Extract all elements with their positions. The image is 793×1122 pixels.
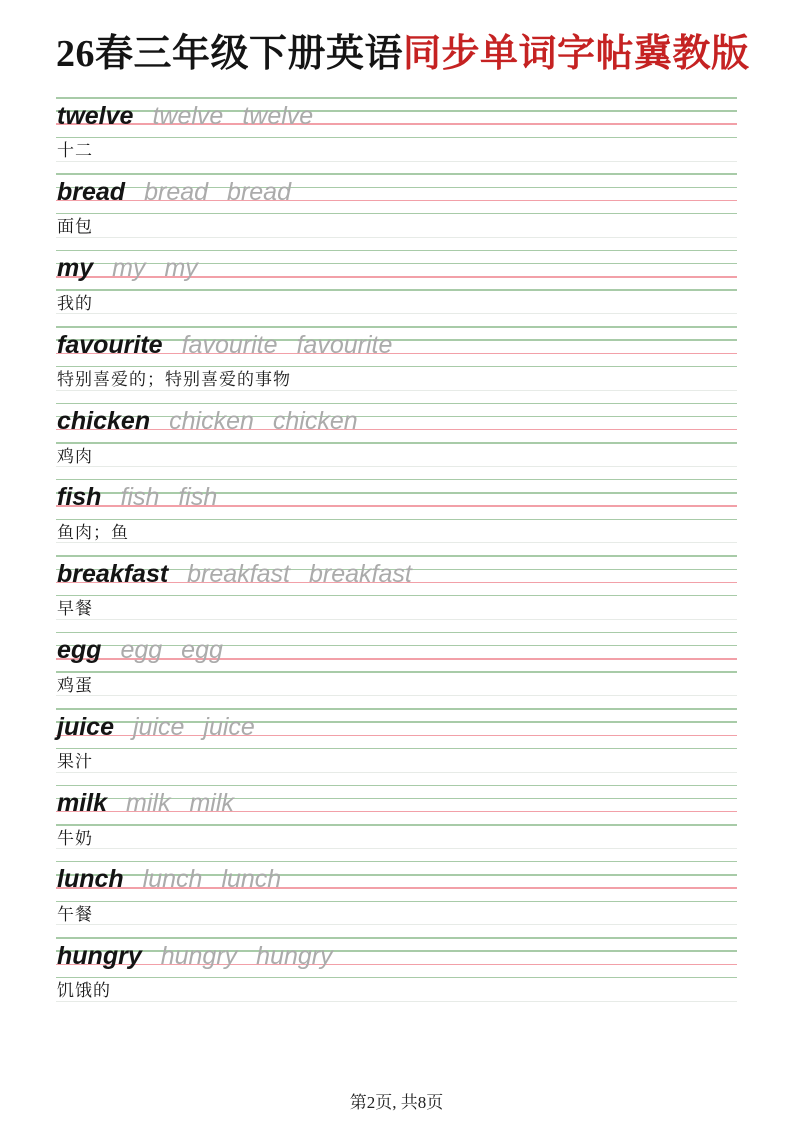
guide-line-top xyxy=(56,250,737,252)
trace-word: chicken xyxy=(169,407,254,436)
word-row xyxy=(57,942,737,970)
trace-word: bread xyxy=(144,177,209,206)
row-divider xyxy=(56,695,737,696)
guide-line-bottom xyxy=(56,977,737,979)
practice-word: my xyxy=(57,254,94,283)
guide-line-top xyxy=(56,97,737,99)
practice-word: favourite xyxy=(57,330,163,359)
trace-word: hungry xyxy=(160,941,238,970)
word-row xyxy=(57,865,737,893)
meaning-text: 早餐 xyxy=(57,599,93,619)
word-entry xyxy=(56,326,737,402)
trace-word: egg xyxy=(120,636,163,665)
row-divider xyxy=(56,924,737,925)
trace-word: chicken xyxy=(272,407,358,436)
trace-word: lunch xyxy=(142,865,203,894)
guide-line-bottom xyxy=(56,366,737,368)
row-divider xyxy=(56,619,737,620)
word-row xyxy=(57,178,737,206)
word-row xyxy=(57,560,737,588)
practice-word: chicken xyxy=(57,407,151,436)
word-row xyxy=(57,789,737,817)
row-divider xyxy=(56,237,737,238)
word-row xyxy=(57,102,737,130)
meaning-text: 牛奶 xyxy=(57,828,93,848)
guide-line-bottom xyxy=(56,519,737,521)
practice-word: milk xyxy=(57,789,108,818)
practice-word: lunch xyxy=(57,865,124,894)
guide-line-bottom xyxy=(56,442,737,444)
guide-line-bottom xyxy=(56,824,737,826)
practice-word: hungry xyxy=(57,941,142,970)
word-list xyxy=(56,97,737,1014)
practice-word: twelve xyxy=(57,101,134,130)
guide-line-bottom xyxy=(56,901,737,903)
guide-line-top xyxy=(56,479,737,481)
word-row xyxy=(57,636,737,664)
word-entry xyxy=(56,250,737,326)
practice-word: egg xyxy=(57,636,102,665)
trace-word: lunch xyxy=(221,865,282,894)
guide-line-top xyxy=(56,861,737,863)
trace-word: milk xyxy=(189,789,234,818)
word-entry xyxy=(56,785,737,861)
trace-word: milk xyxy=(126,789,171,818)
trace-word: my xyxy=(164,254,198,283)
guide-line-top xyxy=(56,785,737,787)
meaning-text: 面包 xyxy=(57,217,93,237)
word-entry xyxy=(56,861,737,937)
meaning-text: 十二 xyxy=(57,141,93,160)
practice-word: juice xyxy=(57,712,114,741)
guide-line-top xyxy=(56,173,737,175)
guide-line-bottom xyxy=(56,137,737,139)
trace-word: fish xyxy=(178,483,218,512)
guide-line-top xyxy=(56,632,737,634)
trace-word: twelve xyxy=(152,101,224,130)
row-divider xyxy=(56,848,737,849)
word-entry xyxy=(56,403,737,479)
row-divider xyxy=(56,542,737,543)
guide-line-top xyxy=(56,937,737,939)
meaning-text: 鱼肉；鱼 xyxy=(57,522,129,542)
word-entry xyxy=(56,708,737,784)
row-divider xyxy=(56,772,737,773)
row-divider xyxy=(56,390,737,391)
row-divider xyxy=(56,1001,737,1002)
word-row xyxy=(57,483,737,511)
trace-word: favourite xyxy=(181,330,278,359)
trace-word: twelve xyxy=(242,101,314,130)
guide-line-top xyxy=(56,403,737,405)
trace-word: favourite xyxy=(296,330,393,359)
row-divider xyxy=(56,466,737,467)
guide-line-bottom xyxy=(56,748,737,750)
practice-word: fish xyxy=(57,483,102,512)
guide-line-bottom xyxy=(56,671,737,673)
guide-line-top xyxy=(56,326,737,328)
guide-line-top xyxy=(56,708,737,710)
word-entry xyxy=(56,937,737,1013)
meaning-text: 饥饿的 xyxy=(57,981,111,1001)
trace-word: egg xyxy=(181,636,223,665)
practice-word: bread xyxy=(57,177,126,206)
meaning-text: 我的 xyxy=(57,293,93,313)
word-row xyxy=(57,713,737,741)
page-title xyxy=(56,30,750,78)
trace-word: juice xyxy=(203,712,255,741)
word-entry xyxy=(56,555,737,631)
trace-word: breakfast xyxy=(187,559,291,588)
meaning-text: 果汁 xyxy=(57,752,93,772)
word-row xyxy=(57,254,737,282)
guide-line-top xyxy=(56,555,737,557)
word-entry xyxy=(56,632,737,708)
guide-line-bottom xyxy=(56,213,737,215)
trace-word: bread xyxy=(227,177,291,206)
word-row xyxy=(57,407,737,435)
trace-word: breakfast xyxy=(309,559,412,588)
trace-word: juice xyxy=(132,712,185,741)
practice-word: breakfast xyxy=(57,559,169,588)
guide-line-bottom xyxy=(56,595,737,597)
meaning-text: 特别喜爱的；特别喜爱的事物 xyxy=(57,370,291,390)
row-divider xyxy=(56,313,737,314)
word-entry xyxy=(56,173,737,249)
row-divider xyxy=(56,161,737,162)
page-title-black: 26春三年级下册英语 xyxy=(56,33,404,75)
word-entry xyxy=(56,479,737,555)
meaning-text: 午餐 xyxy=(57,904,93,924)
word-entry xyxy=(56,97,737,173)
trace-word: fish xyxy=(120,483,160,512)
meaning-text: 鸡蛋 xyxy=(57,675,93,695)
page-number: 第2页, 共8页 xyxy=(349,1093,444,1112)
page-title-red: 同步单词字帖冀教版 xyxy=(403,33,750,75)
guide-line-bottom xyxy=(56,289,737,291)
trace-word: hungry xyxy=(256,941,333,970)
trace-word: my xyxy=(112,254,146,283)
meaning-text: 鸡肉 xyxy=(57,446,93,466)
word-row xyxy=(57,331,737,359)
